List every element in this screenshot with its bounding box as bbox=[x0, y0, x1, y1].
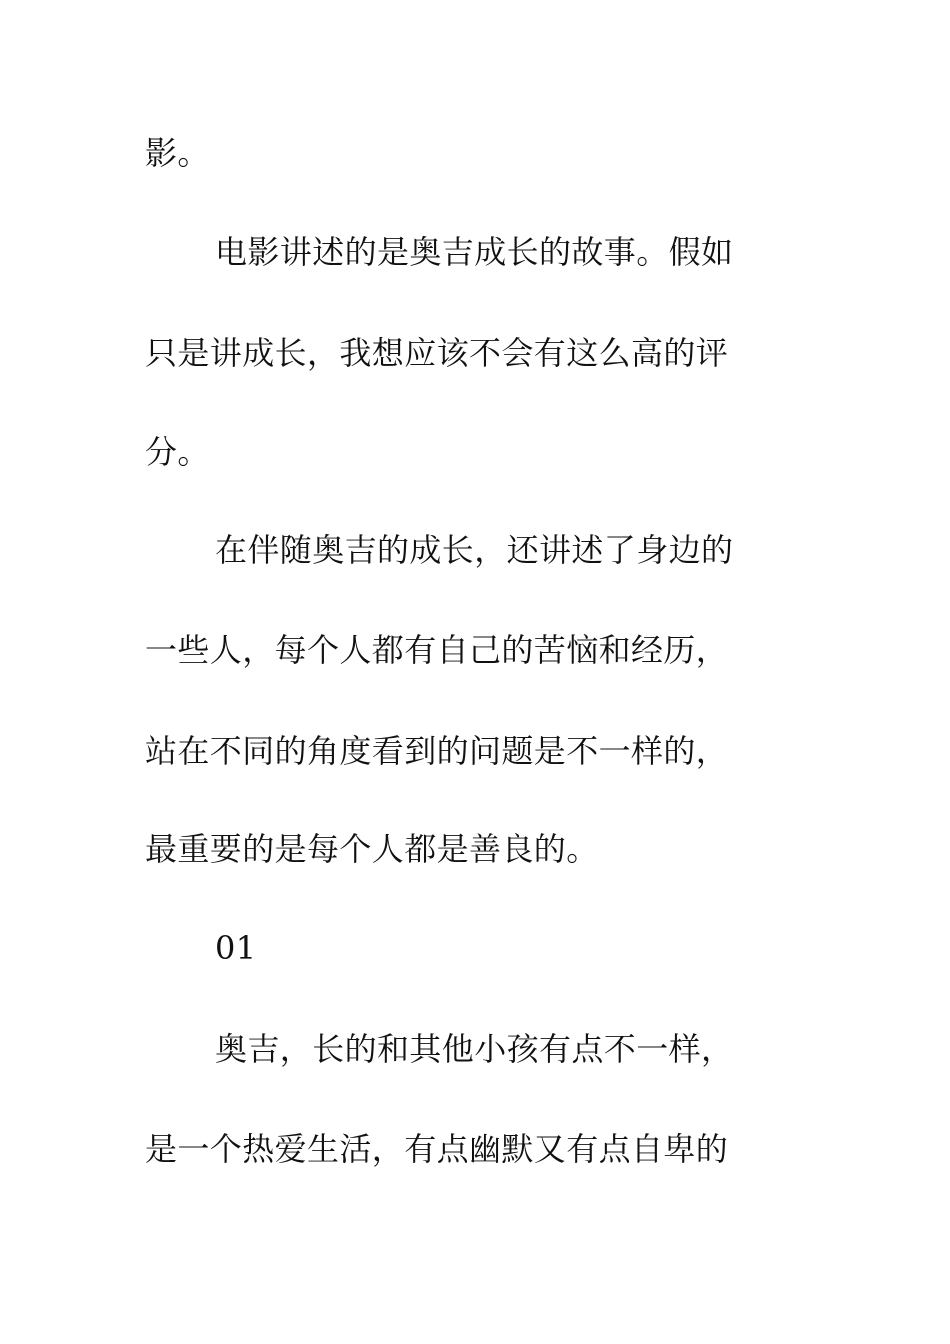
text-line: 最重要的是每个人都是善良的。 bbox=[145, 830, 599, 868]
text-line: 分。 bbox=[145, 433, 210, 471]
section-number: 01 bbox=[215, 929, 257, 967]
text-line: 是一个热爱生活，有点幽默又有点自卑的 bbox=[145, 1130, 729, 1168]
paragraph-start: 电影讲述的是奥吉成长的故事。假如 bbox=[215, 233, 734, 271]
paragraph-start: 奥吉，长的和其他小孩有点不一样， bbox=[215, 1030, 734, 1068]
text-line: 只是讲成长，我想应该不会有这么高的评 bbox=[145, 334, 729, 372]
text-line: 影。 bbox=[145, 134, 210, 172]
paragraph-start: 在伴随奥吉的成长，还讲述了身边的 bbox=[215, 531, 734, 569]
text-line: 站在不同的角度看到的问题是不一样的， bbox=[145, 732, 729, 770]
text-line: 一些人，每个人都有自己的苦恼和经历， bbox=[145, 631, 729, 669]
